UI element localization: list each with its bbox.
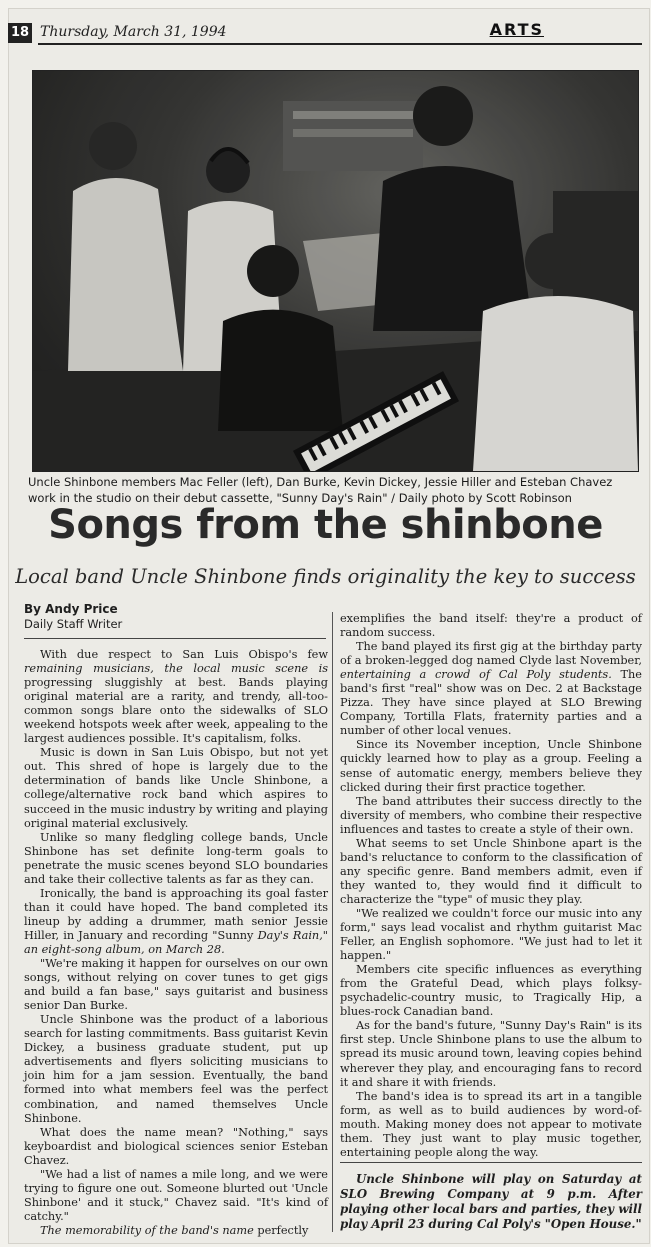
paragraph <box>340 640 642 738</box>
paragraph <box>24 648 328 746</box>
byline-rule <box>24 638 326 639</box>
header-rule <box>38 43 642 45</box>
paragraph-italic-text: The memorability of the band's name <box>40 1223 254 1237</box>
paragraph <box>24 746 328 830</box>
paragraph <box>340 795 642 837</box>
paragraph-text: With due respect to San Luis Obispo's few <box>40 648 328 661</box>
dateline: Thursday, March 31, 1994 <box>40 24 227 40</box>
paragraph-text: Ironically, the band is approaching its goal faster than it could have hoped. The band completed its lineup by adding a drummer, math senior Jessie Hiller, in January and recording "Sunny <box>24 886 328 942</box>
paragraph <box>340 1019 642 1089</box>
paragraph-text: The band's first "real" show was on Dec. 2 at Backstage Pizza. They have since played at SLO Brewing Company, Tortilla Flats, fraternity parties and a number of other local venues. <box>340 668 642 738</box>
paragraph-text: What seems to set Uncle Shinbone apart is the band's reluctance to conform to the classification of any specific genre. Band members admit, even if they wanted to, they would find it difficult to characterize the "type" of music they play. <box>340 836 642 906</box>
tagline-rule <box>340 1162 642 1163</box>
paragraph-text: "We realized we couldn't force our music into any form," says lead vocalist and rhythm guitarist Mac Feller, an English sophomore. "We just had to let it happen." <box>340 906 642 963</box>
paragraph <box>340 612 642 640</box>
headline: Songs from the shinbone <box>48 502 603 548</box>
paragraph-text: What does the name mean? "Nothing," says keyboardist and biological sciences senior Esteban Chavez. <box>24 1125 328 1167</box>
paragraph <box>24 1224 328 1238</box>
paragraph <box>24 887 328 957</box>
article-column-right <box>340 612 642 1160</box>
paragraph-italic-text: Day's Rain," an eight-song album, on March 28. <box>24 928 328 956</box>
paragraph-text: Since its November inception, Uncle Shinbone quickly learned how to play as a group. Feeling a sense of automatic energy, members believe they clicked during their first practice together. <box>340 738 642 794</box>
paragraph-text: Members cite specific influences as everything from the Grateful Dead, which plays folksy-psychadelic-country music, to Tragically Hip, a blues-rock Canadian band. <box>340 963 642 1019</box>
paragraph-text: The band's idea is to spread its art in a tangible form, as well as to build audiences by word-of-mouth. Making money does not appear to motivate them. They just want to play music together, entertaining people along the way. <box>340 1089 642 1159</box>
event-tagline: Uncle Shinbone will play on Saturday at SLO Brewing Company at 9 p.m. After playing other local bars and parties, they will play April 23 during Cal Poly's "Open House." <box>340 1172 642 1231</box>
paragraph <box>24 957 328 1013</box>
paragraph-text: The band attributes their success directly to the diversity of members, who combine their respective influences and tastes to create a style of their own. <box>340 794 642 836</box>
page-header <box>8 20 642 48</box>
article-column-left <box>24 648 328 1238</box>
paragraph <box>24 831 328 887</box>
paragraph-text: "We're making it happen for ourselves on our own songs, without relying on cover tunes to get gigs and build a fan base," says guitarist and business senior Dan Burke. <box>24 957 328 1013</box>
paragraph-text: As for the band's future, "Sunny Day's Rain" is its first step. Uncle Shinbone plans to use the album to spread its music around town, leaving copies behind wherever they play, and encouraging fans to record it and share it with friends. <box>340 1019 642 1089</box>
paragraph-text: "We had a list of names a mile long, and we were trying to figure one out. Someone blurted out 'Uncle Shinbone' and it stuck," Chavez said. "It's kind of catchy." <box>24 1167 328 1223</box>
band-photo-illustration <box>33 71 638 471</box>
paragraph-text: progressing sluggishly at best. Bands playing original material are a rarity, and trendy, all-too-common songs blare onto the sidewalks of SLO weekend hotspots week after week, appealing to the largest audiences possible. It's capitalism, folks. <box>24 676 328 746</box>
paragraph <box>340 738 642 794</box>
byline-author: By Andy Price <box>24 602 118 616</box>
byline-role: Daily Staff Writer <box>24 617 123 631</box>
paragraph <box>340 907 642 963</box>
photo-caption: Uncle Shinbone members Mac Feller (left), Dan Burke, Kevin Dickey, Jessie Hiller and Esteban Chavez work in the studio on their debut cassette, "Sunny Day's Rain" / Daily photo by Scott Robinson <box>28 475 613 505</box>
paragraph <box>24 1013 328 1125</box>
section-label: ARTS <box>489 20 544 39</box>
subheadline: Local band Uncle Shinbone finds originality the key to success <box>15 565 636 588</box>
paragraph-italic-text: remaining musicians, the local music scene is <box>24 662 328 676</box>
paragraph <box>340 963 642 1019</box>
paragraph <box>24 1168 328 1224</box>
paragraph-text: Uncle Shinbone was the product of a laborious search for lasting commitments. Bass guitarist Kevin Dickey, a business graduate student, put up advertisements and flyers soliciting musicians to join him for a jam session. Eventually, the band formed into what members feel was the perfect combination, and named themselves Uncle Shinbone. <box>24 1013 328 1125</box>
byline <box>24 602 122 631</box>
paragraph-text: The band played its first gig at the birthday party of a broken-legged dog named Clyde last November, <box>340 640 642 668</box>
paragraph-text: exemplifies the band itself: they're a product of random success. <box>340 612 642 640</box>
paragraph-text: Music is down in San Luis Obispo, but not yet out. This shred of hope is largely due to the determination of bands like Uncle Shinbone, a college/alternative rock band which aspires to succeed in the music industry by writing and playing original material exclusively. <box>24 746 328 830</box>
column-rule <box>332 612 333 1232</box>
paragraph-italic-text: entertaining a crowd of Cal Poly students. <box>340 668 612 682</box>
band-photo <box>32 70 639 472</box>
page-number: 18 <box>8 23 32 43</box>
paragraph <box>340 837 642 907</box>
paragraph-text: perfectly <box>253 1223 309 1237</box>
paragraph-text: Unlike so many fledgling college bands, Uncle Shinbone has set definite long-term goals to penetrate the music scenes beyond SLO boundaries and take their collective talents as far as they can. <box>24 830 328 886</box>
paragraph <box>24 1126 328 1168</box>
paragraph <box>340 1090 642 1160</box>
